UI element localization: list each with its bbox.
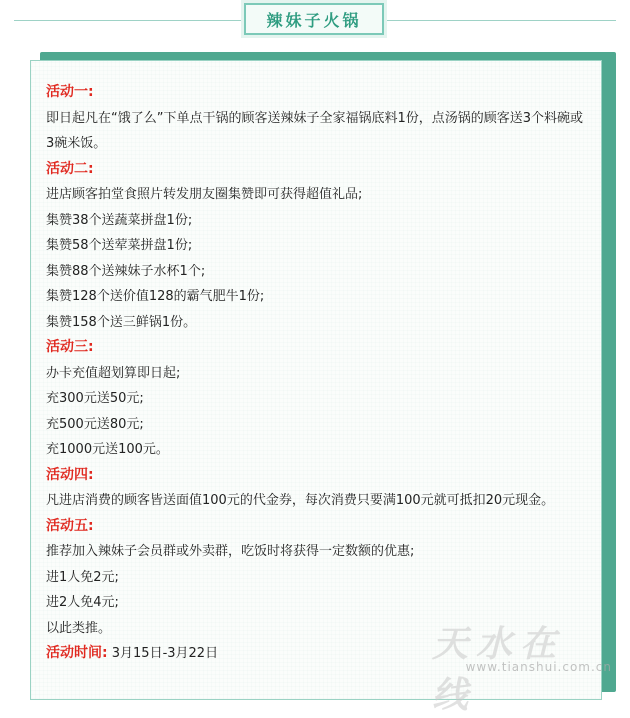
- activity3-line: 充300元送50元;: [46, 391, 144, 406]
- activity5-line: 以此类推。: [46, 620, 112, 636]
- activity3-line: 充1000元送100元。: [46, 442, 169, 457]
- activity5-line: 推荐加入辣妹子会员群或外卖群，吃饭时将获得一定数额的优惠;: [46, 544, 415, 559]
- activity5-line: 进2人免4元;: [46, 595, 119, 610]
- divider: [384, 20, 616, 21]
- activity5-line: 进1人免2元;: [46, 569, 119, 585]
- activity-time-label: 活动时间:: [46, 645, 108, 661]
- activity2-line: 集赞128个送价值128的霸气肥牛1份;: [46, 289, 265, 304]
- activity2-heading: 活动二:: [46, 160, 94, 177]
- activity-list: [46, 80, 586, 667]
- activity3-line: 充500元送80元;: [46, 416, 144, 432]
- activity4-text: 凡进店消费的顾客皆送面值100元的代金券，每次消费只要满100元就可抵扣20元现金。: [46, 493, 555, 508]
- activity3-heading: 活动三:: [46, 339, 94, 355]
- activity5-heading: 活动五:: [46, 517, 94, 534]
- activity-time: [46, 641, 586, 667]
- activity3-line: 办卡充值超划算即日起;: [46, 365, 181, 381]
- divider: [14, 20, 246, 21]
- watermark-text: 天水在线: [432, 624, 565, 716]
- activity2-line: 进店顾客拍堂食照片转发朋友圈集赞即可获得超值礼品;: [46, 187, 363, 202]
- activity1-text: 即日起凡在“饿了么”下单点干锅的顾客送辣妹子全家福锅底料1份，点汤锅的顾客送3个料碗或3碗米饭。: [46, 110, 584, 151]
- activity2-line: 集赞88个送辣妹子水杯1个;: [46, 263, 206, 279]
- watermark-url: www.tianshui.com.cn: [465, 660, 612, 674]
- activity-time-value: 3月15日-3月22日: [111, 646, 219, 661]
- activity2-line: 集赞158个送三鲜锅1份。: [46, 314, 197, 330]
- activity4-heading: 活动四:: [46, 466, 94, 483]
- activity1-heading: 活动一:: [46, 84, 94, 100]
- page-title: 辣妹子火锅: [266, 10, 362, 30]
- title-banner: [0, 0, 630, 44]
- activity2-line: 集赞38个送蔬菜拼盘1份;: [46, 212, 193, 228]
- title-box: [244, 3, 384, 35]
- activity2-line: 集赞58个送荤菜拼盘1份;: [46, 238, 193, 253]
